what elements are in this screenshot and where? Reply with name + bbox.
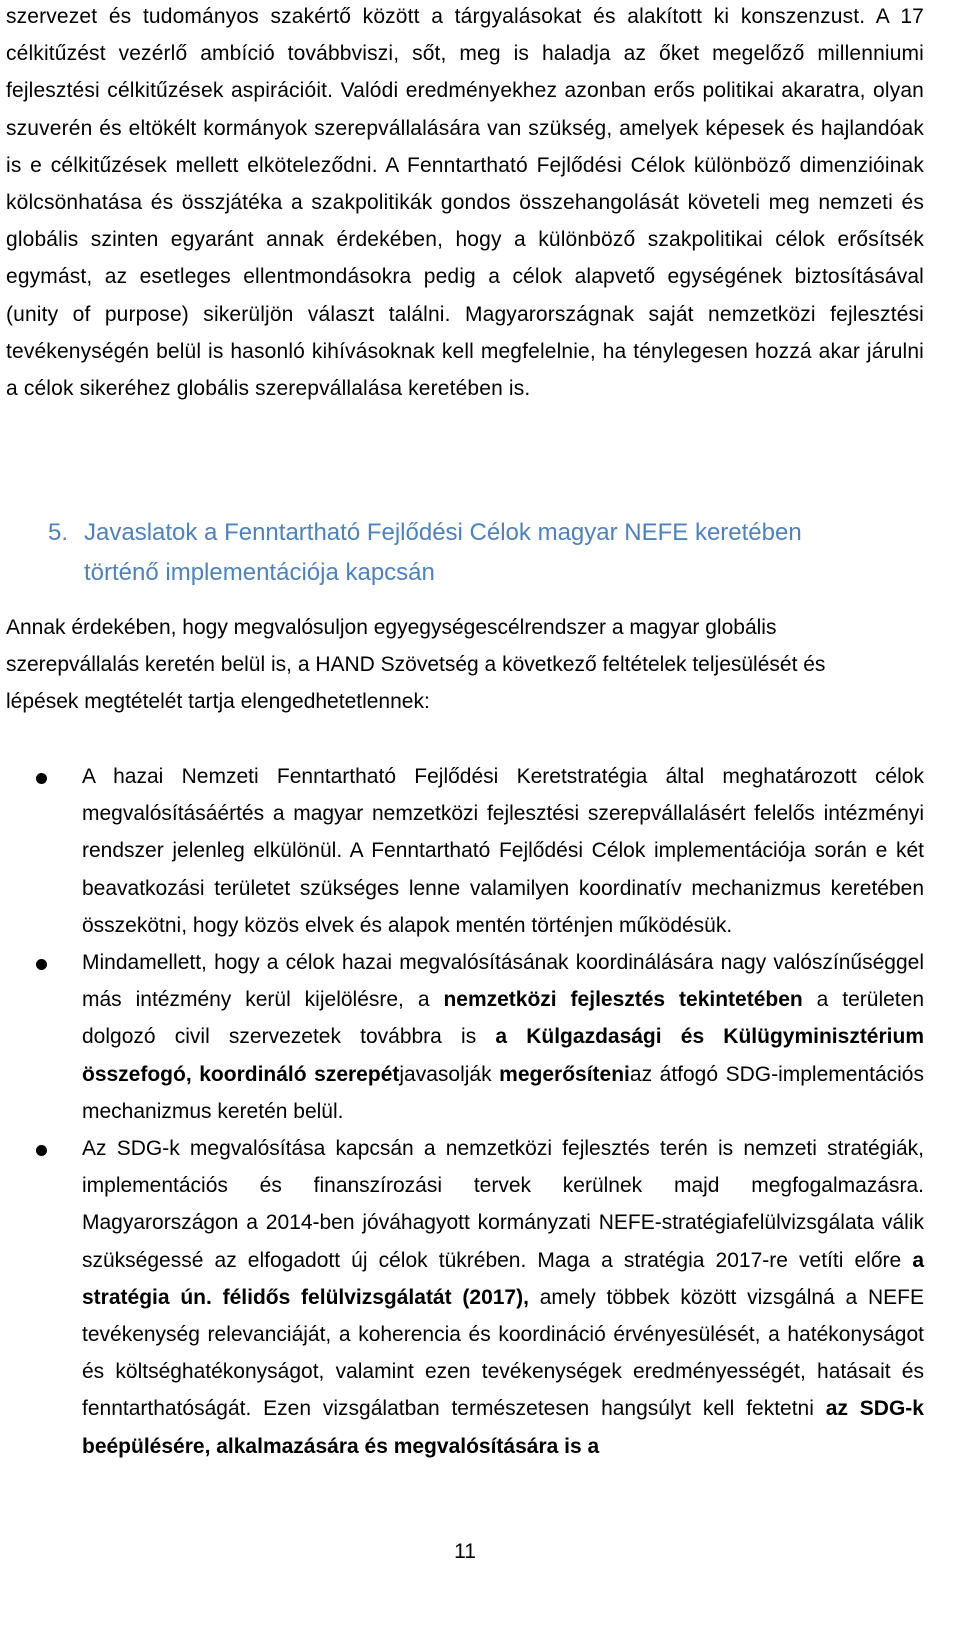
bullet-3-bold-a: a stratégia ún. félidős felülvizsgálatát (2017), xyxy=(82,1248,924,1309)
bullet-2-bold-a: nemzetközi fejlesztés tekintetében xyxy=(443,988,803,1012)
bullet-2-text-a: Mindamellett, hogy a célok hazai megvalósításának koordinálására nagy valószínűséggel más intézmény kerül kijelölésre, a xyxy=(82,951,924,1012)
bullet-2-bold-c: megerősíteni xyxy=(499,1062,630,1086)
bullet-dot-icon xyxy=(36,959,47,970)
bullet-2-bold-b: a Külgazdasági és Külügyminisztérium összefogó, koordináló szerepét xyxy=(82,1025,924,1086)
bullet-list xyxy=(0,758,960,1465)
bullet-3-text-b: amely többek között vizsgálná a NEFE tevékenység relevanciáját, a koherencia és koordináció érvényesülését, a hatékonyságot és költséghatékonyságot, valamint ezen tevékenységek eredményességét, hatásait és fenntarthatóságát. Ezen vizsgálatban természetesen hangsúlyt kell fektetni xyxy=(82,1285,924,1421)
bullet-text-1: A hazai Nemzeti Fenntartható Fejlődési Keretstratégia által meghatározott célok megvalósításáértés a magyar nemzetközi fejlesztési szerepvállalásért felelős intézményi rendszer jelenleg elkülönül. A Fenntartható Fejlődési Célok implementációja során e két beavatkozási területet szükséges lenne valamilyen koordinatív mechanizmus keretében összekötni, hogy közös elvek és alapok mentén történjen működésük. xyxy=(82,765,924,937)
bullet-dot-icon xyxy=(36,773,47,784)
section-heading xyxy=(48,513,928,593)
bullet-item-1 xyxy=(0,758,960,944)
body-paragraph-2: Annak érdekében, hogy megvalósuljon egyegységescélrendszer a magyar globális szerepvállalás keretén belül is, a HAND Szövetség a következő feltételek teljesülését és lépések megtételét tartja elengedhetetlennek: xyxy=(6,616,826,713)
bullet-2-text-d: az átfogó SDG-implementációs mechanizmus keretén belül. xyxy=(82,1062,924,1123)
section-title-line-1: Javaslatok a Fenntartható Fejlődési Célok magyar NEFE keretében xyxy=(84,519,802,546)
body-paragraph-1: szervezet és tudományos szakértő között a tárgyalásokat és alakított ki konszenzust. A 17 célkitűzést vezérlő ambíció továbbviszi, sőt, meg is haladja az őket megelőző millenniumi fejlesztési célkitűzések aspirációit. Valódi eredményekhez azonban erős politikai akaratra, olyan szuverén és eltökélt kormányok szerepvállalására van szükség, amelyek képesek és hajlandóak is e célkitűzések mellett elköteleződni. A Fenntartható Fejlődési Célok különböző dimenzióinak kölcsönhatása és összjátéka a szakpolitikák gondos összehangolását követeli meg nemzeti és globális szinten egyaránt annak érdekében, hogy a különböző szakpolitikai célok erősítsék egymást, az esetleges ellentmondásokra pedig a célok alapvető egységének biztosításával (unity of purpose) sikerüljön választ találni. Magyarországnak saját nemzetközi fejlesztési tevékenységén belül is hasonló kihívásoknak kell megfelelnie, ha ténylegesen hozzá akar járulni a célok sikeréhez globális szerepvállalása keretében is. xyxy=(6,5,924,401)
section-number: 5. xyxy=(48,519,69,546)
bullet-3-bold-b: az SDG-k beépülésére, alkalmazására és megvalósítására is a xyxy=(82,1397,924,1458)
bullet-3-text-a: Az SDG-k megvalósítása kapcsán a nemzetközi fejlesztés terén is nemzeti stratégiák, implementációs és finanszírozási tervek kerülnek majd megfogalmazásra. Magyarországon a 2014-ben jóváhagyott kormányzati NEFE-stratégiafelülvizsgálata válik szükségessé az elfogadott új célok tükrében. Maga a stratégia 2017-re vetíti előre xyxy=(82,1137,924,1272)
bullet-2-text-b: a területen dolgozó civil szervezetek továbbra is xyxy=(82,988,924,1049)
bullet-item-2 xyxy=(0,944,960,1130)
section-title-line-2: történő implementációja kapcsán xyxy=(84,559,435,586)
bullet-item-3 xyxy=(0,1130,960,1465)
page-number: 11 xyxy=(454,1540,476,1563)
bullet-dot-icon xyxy=(36,1145,47,1156)
bullet-text-2 xyxy=(82,944,924,1130)
bullet-text-3 xyxy=(82,1130,924,1465)
bullet-2-text-c: javasolják xyxy=(399,1062,500,1086)
